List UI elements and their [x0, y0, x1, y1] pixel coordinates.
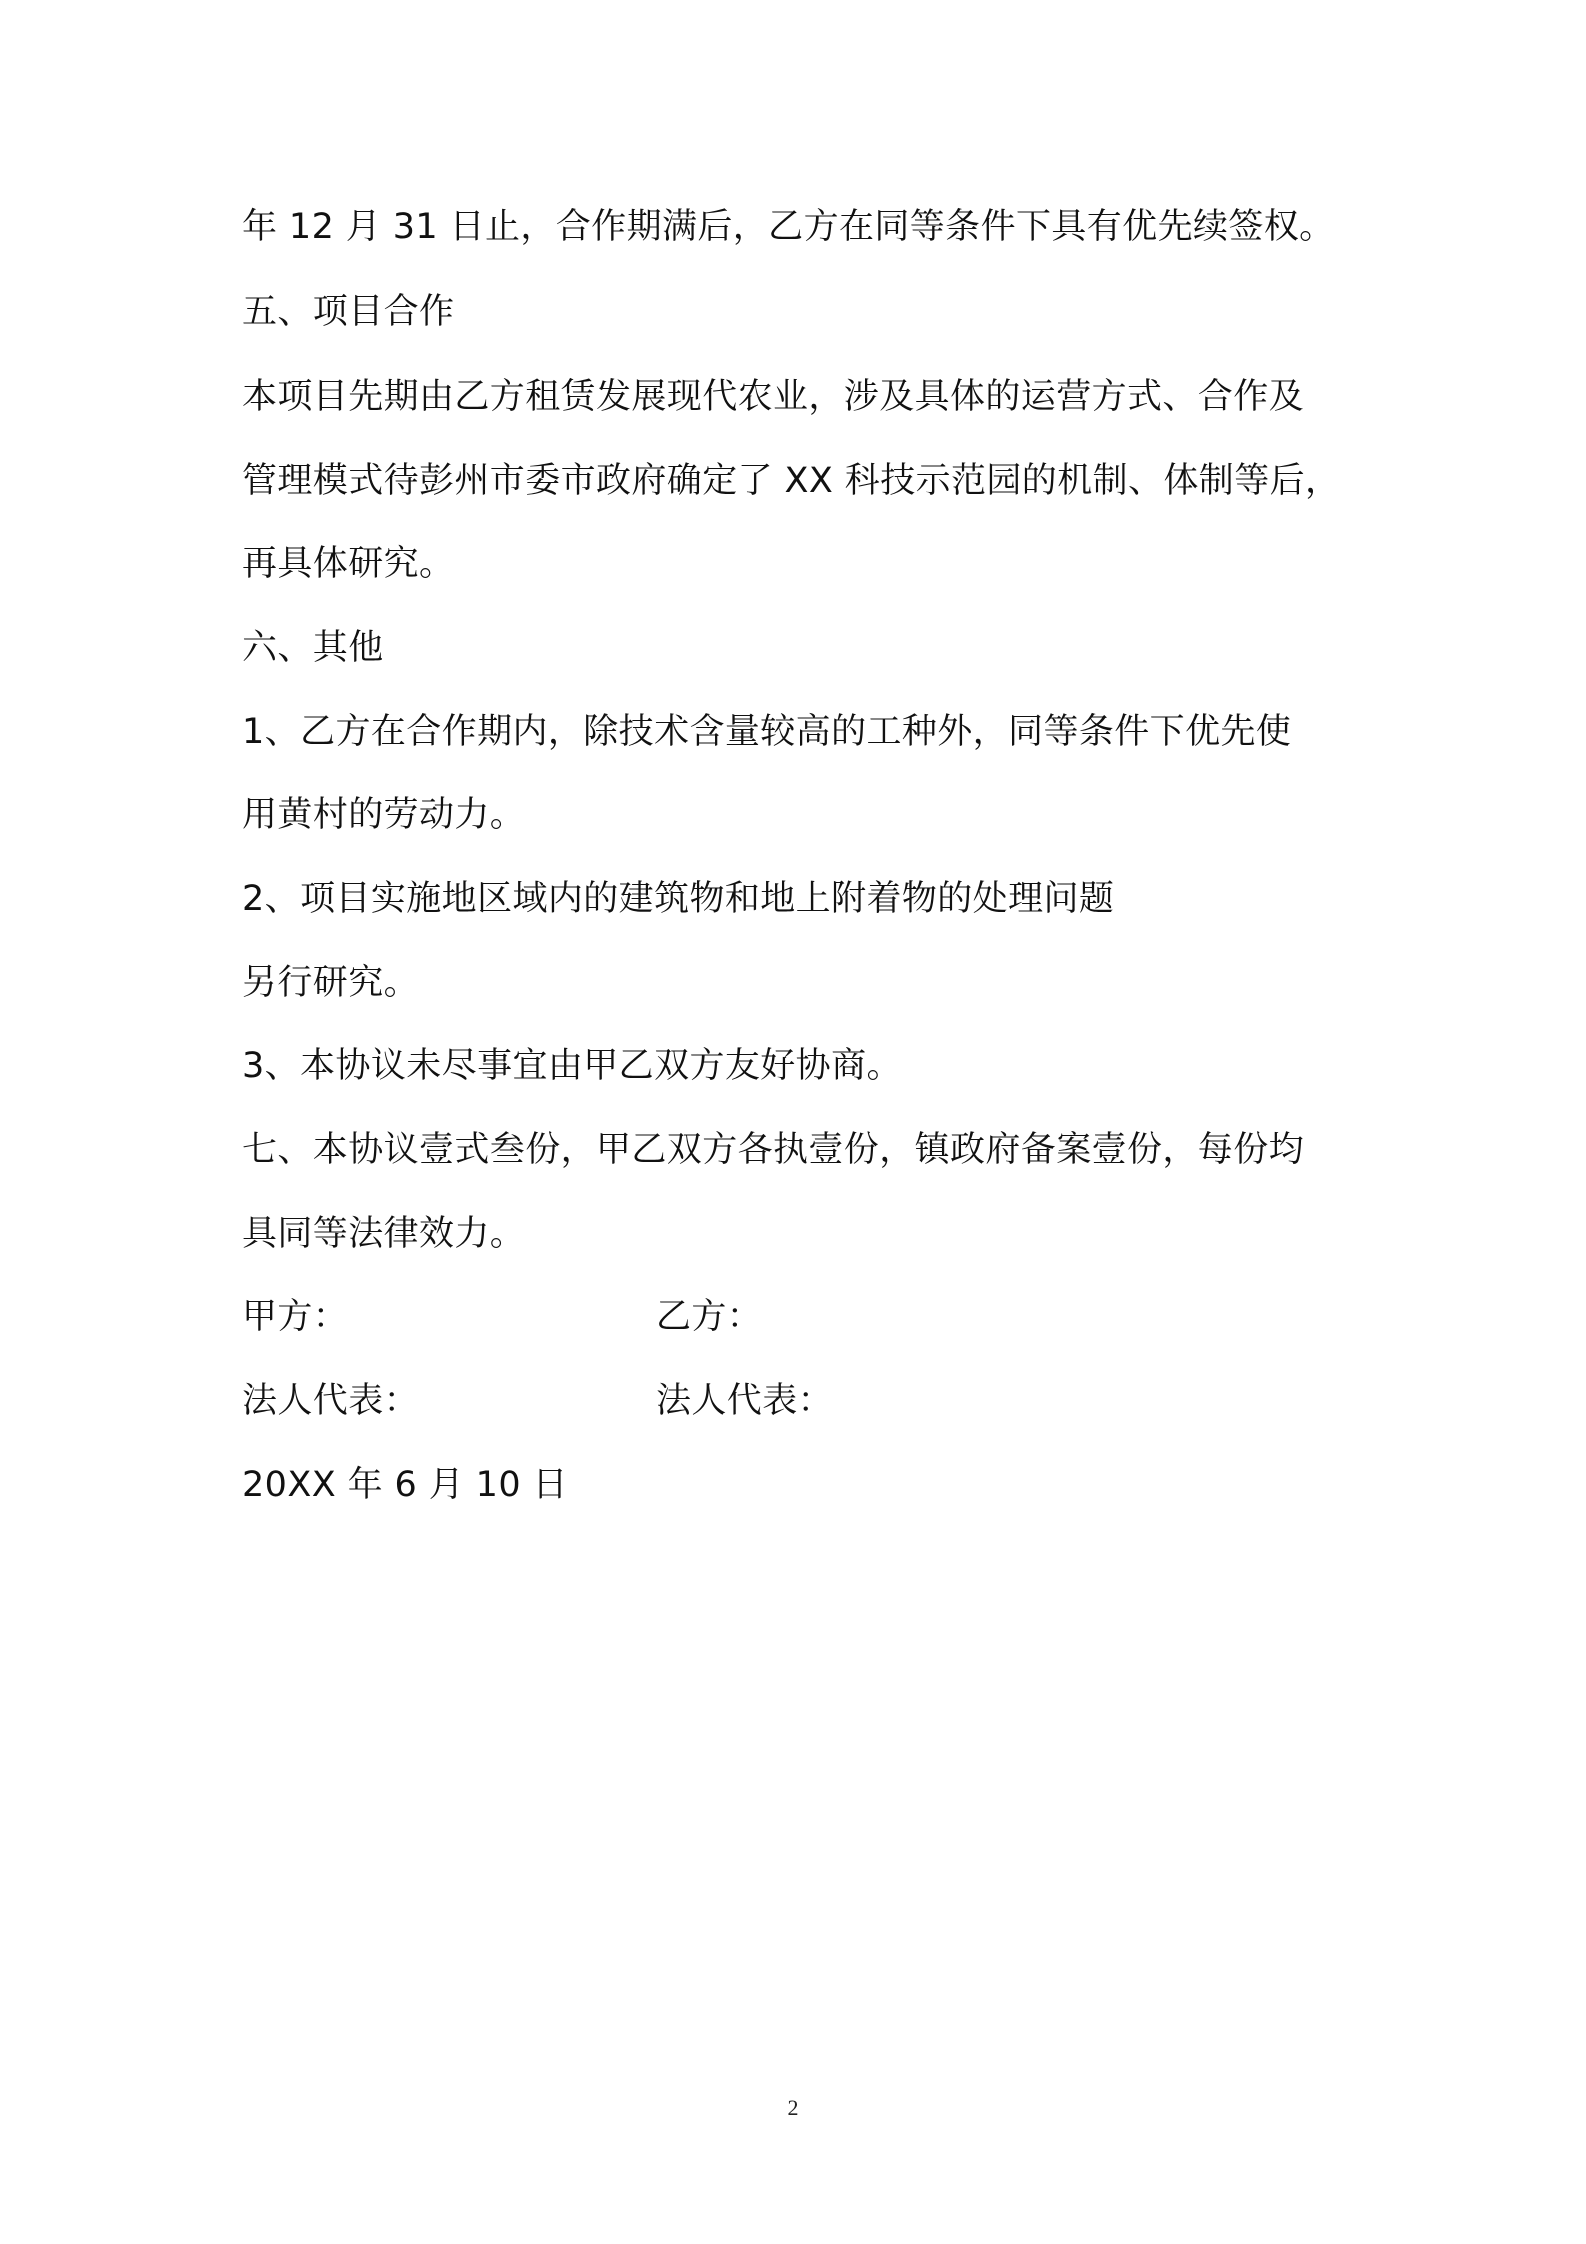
text-line: 用黄村的劳动力。: [242, 795, 526, 835]
page-number: 2: [787, 2095, 799, 2120]
party-a-representative-label: 法人代表：: [242, 1381, 420, 1421]
text-line: 管理模式待彭州市委市政府确定了 XX 科技示范园的机制、体制等后，: [242, 461, 1341, 501]
section-heading: 七、本协议壹式叁份，甲乙双方各执壹份，镇政府备案壹份，每份均: [242, 1130, 1305, 1170]
text-line: 1、乙方在合作期内，除技术含量较高的工种外，同等条件下优先使: [242, 712, 1292, 752]
party-b-label: 乙方：: [656, 1297, 763, 1337]
text-line: 3、本协议未尽事宜由甲乙双方友好协商。: [242, 1046, 902, 1086]
text-line: 年 12 月 31 日止，合作期满后，乙方在同等条件下具有优先续签权。: [242, 207, 1335, 247]
text-line: 另行研究。: [242, 963, 420, 1003]
text-line: 2、项目实施地区域内的建筑物和地上附着物的处理问题: [242, 879, 1115, 919]
text-line: 具同等法律效力。: [242, 1214, 526, 1254]
signing-date: 20XX 年 6 月 10 日: [242, 1465, 568, 1505]
party-b-representative-label: 法人代表：: [656, 1381, 834, 1421]
text-line: 本项目先期由乙方租赁发展现代农业，涉及具体的运营方式、合作及: [242, 377, 1305, 417]
section-heading: 五、项目合作: [242, 292, 455, 332]
text-line: 再具体研究。: [242, 544, 455, 584]
party-a-label: 甲方：: [242, 1297, 349, 1337]
section-heading: 六、其他: [242, 628, 384, 668]
